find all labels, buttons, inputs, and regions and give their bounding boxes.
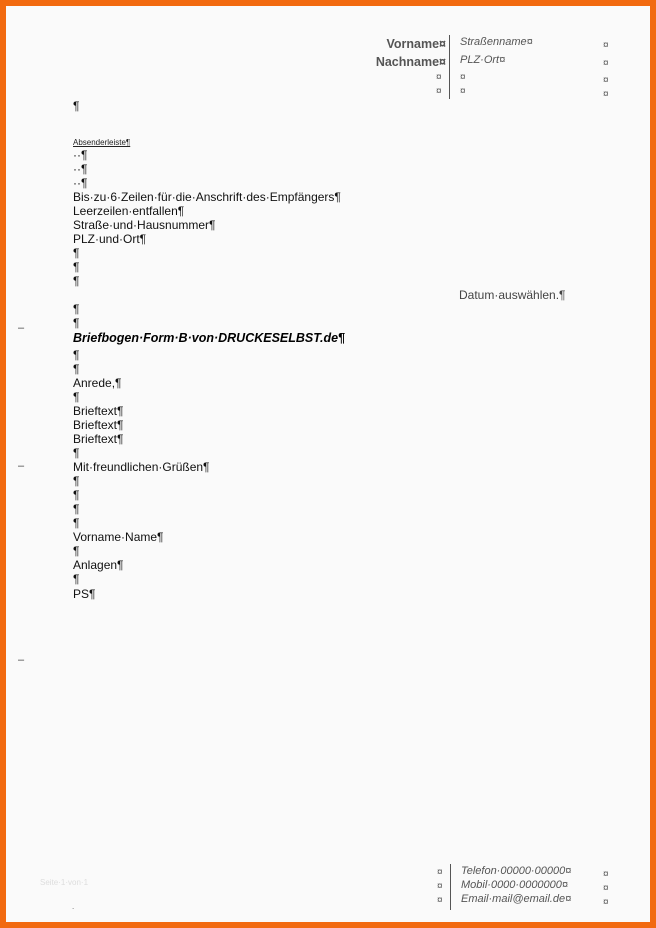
closing-greeting[interactable]: Mit·freundlichen·Grüßen¶ <box>73 460 210 474</box>
header-row-end-mark: ¤ <box>603 40 609 51</box>
header-divider <box>449 35 450 99</box>
letter-body-text[interactable]: Brieftext¶ <box>73 432 124 446</box>
header-empty-cell: ¤ <box>460 72 466 83</box>
paragraph-mark: ¶ <box>73 544 80 558</box>
header-strasse[interactable]: Straßenname¤ <box>460 36 533 48</box>
header-empty-cell: ¤ <box>460 86 466 97</box>
header-vorname[interactable]: Vorname¤ <box>386 37 446 51</box>
paragraph-mark: ¶ <box>73 246 80 260</box>
recipient-line[interactable]: PLZ·und·Ort¶ <box>73 232 147 246</box>
address-line[interactable]: ··¶ <box>73 148 88 162</box>
footer-row-end-mark: ¤ <box>603 869 609 880</box>
date-picker-field[interactable]: Datum·auswählen.¶ <box>459 288 566 302</box>
attachments-line[interactable]: Anlagen¶ <box>73 558 124 572</box>
footer-email[interactable]: Email·mail@email.de¤ <box>461 893 572 905</box>
header-empty-cell: ¤ <box>436 86 442 97</box>
header-plz-ort[interactable]: PLZ·Ort¤ <box>460 54 506 66</box>
recipient-line[interactable]: Straße·und·Hausnummer¶ <box>73 218 216 232</box>
salutation[interactable]: Anrede,¶ <box>73 376 122 390</box>
paragraph-mark: ¶ <box>73 474 80 488</box>
fold-mark: – <box>18 654 25 666</box>
paragraph-mark: ¶ <box>73 99 80 113</box>
footer-row-end-mark: ¤ <box>603 897 609 908</box>
address-line[interactable]: ··¶ <box>73 176 88 190</box>
footer-mobil[interactable]: Mobil·0000·0000000¤ <box>461 879 569 891</box>
header-empty-cell: ¤ <box>436 72 442 83</box>
fold-mark: – <box>18 322 25 334</box>
footer-telefon[interactable]: Telefon·00000·00000¤ <box>461 865 572 877</box>
header-row-end-mark: ¤ <box>603 58 609 69</box>
paragraph-mark: ¶ <box>73 446 80 460</box>
paragraph-mark: ¶ <box>73 316 80 330</box>
paragraph-mark: ¶ <box>73 488 80 502</box>
address-line[interactable]: ··¶ <box>73 162 88 176</box>
paragraph-mark: ¶ <box>73 348 80 362</box>
paragraph-mark: ¶ <box>73 390 80 404</box>
paragraph-mark: ¶ <box>73 502 80 516</box>
footer-empty-cell: ¤ <box>437 867 443 878</box>
paragraph-mark: ¶ <box>73 362 80 376</box>
footer-empty-cell: ¤ <box>437 895 443 906</box>
footer-empty-cell: ¤ <box>437 881 443 892</box>
letter-page <box>6 6 650 922</box>
absenderleiste[interactable]: Absenderleiste¶ <box>73 138 131 147</box>
letter-body-text[interactable]: Brieftext¶ <box>73 404 124 418</box>
letter-body-text[interactable]: Brieftext¶ <box>73 418 124 432</box>
signature-name[interactable]: Vorname·Name¶ <box>73 530 164 544</box>
letter-title[interactable]: Briefbogen·Form·B·von·DRUCKESELBST.de¶ <box>73 331 345 345</box>
page-number-faint: Seite·1·von·1 <box>40 878 89 887</box>
paragraph-mark: ¶ <box>73 302 80 316</box>
paragraph-mark: ¶ <box>73 572 80 586</box>
postscript-line[interactable]: PS¶ <box>73 587 96 601</box>
header-row-end-mark: ¤ <box>603 75 609 86</box>
paragraph-mark: ¶ <box>73 274 80 288</box>
footer-row-end-mark: ¤ <box>603 883 609 894</box>
footer-divider <box>450 864 451 910</box>
header-row-end-mark: ¤ <box>603 89 609 100</box>
punch-mark: – <box>18 460 25 472</box>
recipient-line[interactable]: Bis·zu·6·Zeilen·für·die·Anschrift·des·Empfängers¶ <box>73 190 341 204</box>
recipient-line[interactable]: Leerzeilen·entfallen¶ <box>73 204 185 218</box>
footer-dot: . <box>72 902 75 911</box>
paragraph-mark: ¶ <box>73 260 80 274</box>
header-nachname[interactable]: Nachname¤ <box>375 55 446 69</box>
paragraph-mark: ¶ <box>73 516 80 530</box>
